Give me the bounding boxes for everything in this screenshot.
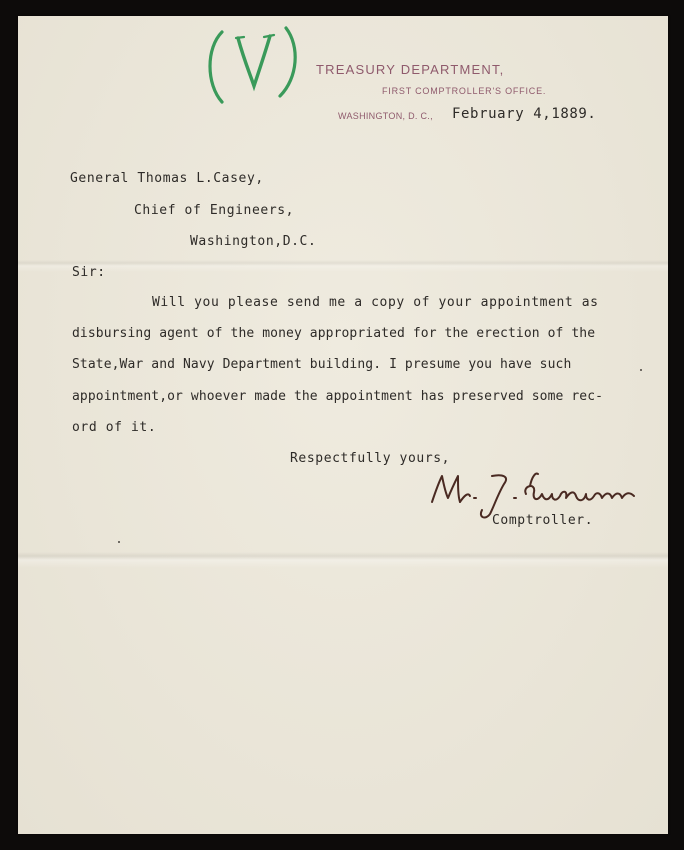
recipient-name: General Thomas L.Casey,: [70, 171, 264, 186]
paper-speck: [118, 541, 120, 543]
body-line: appointment,or whoever made the appointment has preserved some rec-: [72, 389, 604, 404]
paper-speck: [640, 369, 642, 371]
body-line: ord of it.: [72, 420, 157, 435]
letterhead-department: TREASURY DEPARTMENT,: [316, 62, 505, 77]
salutation: Sir:: [72, 265, 106, 280]
body-line: disbursing agent of the money appropriated for the erection of the: [72, 326, 596, 341]
letterhead-city: WASHINGTON, D. C.,: [338, 111, 433, 121]
annotation-roman-five-mark: [200, 24, 310, 104]
signer-title: Comptroller.: [492, 513, 594, 528]
recipient-title: Chief of Engineers,: [134, 203, 295, 218]
body-line: State,War and Navy Department building. I presume you have such: [72, 357, 572, 372]
body-line: Will you please send me a copy of your appointment as: [152, 295, 599, 310]
closing: Respectfully yours,: [290, 451, 451, 466]
letter-date: February 4,1889.: [452, 106, 597, 122]
recipient-city: Washington,D.C.: [190, 234, 317, 249]
letterhead-office: FIRST COMPTROLLER'S OFFICE.: [382, 86, 547, 96]
